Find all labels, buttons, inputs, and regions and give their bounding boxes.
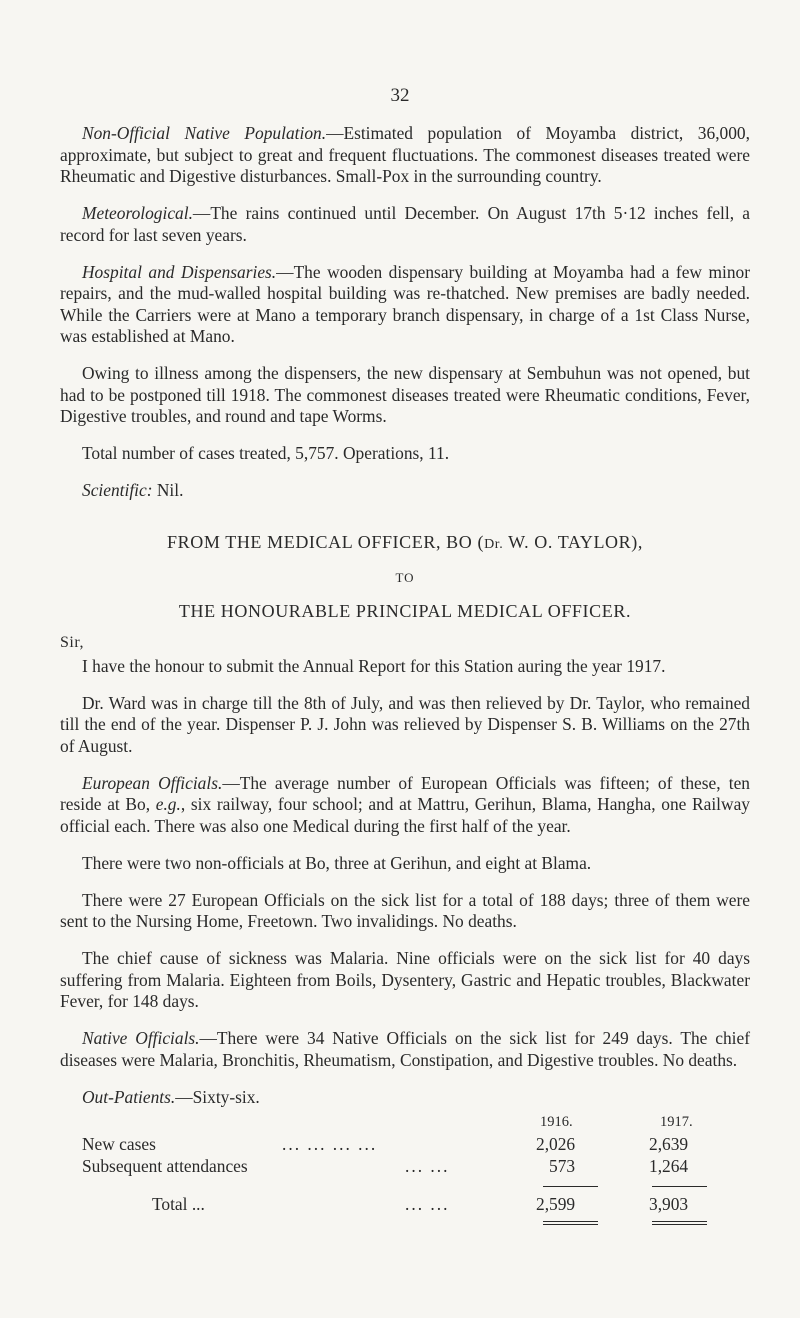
new-cases-1917: 2,639	[649, 1134, 689, 1154]
meteorological-heading: Meteorological.	[82, 203, 193, 223]
rule-1916-bottom-1	[543, 1221, 598, 1222]
year-1917-header: 1917.	[660, 1114, 693, 1130]
outpatients-text: —Sixty-six.	[175, 1086, 260, 1107]
intro-paragraph: I have the honour to submit the Annual Report for this Station auring the year 1917.	[82, 655, 666, 676]
report-from-heading	[60, 532, 750, 556]
non-official-paragraph	[60, 123, 750, 188]
rule-1917-top	[652, 1186, 707, 1187]
total-dots: ... ...	[405, 1194, 450, 1214]
page-body	[60, 123, 750, 1280]
european-heading: European Officials.	[82, 772, 223, 793]
hospital-heading: Hospital and Dispensaries.	[82, 261, 277, 282]
scientific-heading: Scientific:	[82, 480, 153, 500]
subsequent-1916: 573	[549, 1156, 576, 1176]
non-official-text: —Estimated population of Moyamba district, 36,000, approximate, but subject to great and frequent fluctuations. The commonest diseases treated were Rheumatic and Digestive disturbances. Small-Pox in the surrounding country.	[60, 123, 750, 186]
hospital-paragraph	[60, 262, 750, 348]
row-label-subsequent: Subsequent attendances	[82, 1156, 248, 1176]
subsequent-1917: 1,264	[649, 1156, 689, 1176]
native-text: —There were 34 Native Officials on the sick list for 249 days. The chief diseases were Malaria, Bronchitis, Rheumatism, Constipation, and Digestive troubles. No deaths.	[60, 1028, 750, 1070]
total-cases-paragraph: Total number of cases treated, 5,757. Operations, 11.	[82, 443, 450, 463]
european-text-a: —The average number of European Officials was fifteen; of these, ten reside at Bo,	[60, 772, 750, 814]
row-dots-new-cases: ... ... ... ...	[282, 1134, 378, 1154]
from-dr: Dr.	[484, 536, 504, 552]
scientific-text: Nil.	[152, 480, 184, 500]
staff-paragraph: Dr. Ward was in charge till the 8th of July, and was then relieved by Dr. Taylor, who remained till the end of the year. Dispenser P. J. John was relieved by Dispenser S. B. Williams on the 27th of August.	[60, 692, 750, 756]
european-eg: e.g.	[155, 794, 181, 814]
native-heading: Native Officials.	[82, 1028, 200, 1048]
native-officials-paragraph	[60, 1028, 750, 1071]
outpatients-paragraph	[60, 1087, 750, 1109]
outpatients-heading: Out-Patients.	[82, 1086, 176, 1107]
meteorological-paragraph	[60, 203, 750, 246]
total-1917: 3,903	[649, 1194, 689, 1214]
from-line-b: W. O. TAYLOR),	[503, 531, 643, 552]
european-text-b: , six railway, four school; and at Mattru, Gerihun, Blama, Hangha, one Railway official each. There was also one Medical during the first half of the year.	[60, 794, 750, 836]
row-label-new-cases: New cases	[82, 1134, 156, 1154]
total-label: Total ...	[152, 1194, 205, 1214]
rule-1916-bottom-2	[543, 1224, 598, 1225]
new-cases-1916: 2,026	[536, 1134, 576, 1154]
year-1916-header: 1916.	[540, 1114, 573, 1130]
dispensers-paragraph: Owing to illness among the dispensers, the new dispensary at Sembuhun was not opened, but had to be postponed till 1918. The commonest diseases treated were Rheumatic conditions, Fever, Digestive troubles, and round and tape Worms.	[60, 363, 750, 426]
total-1916: 2,599	[536, 1194, 576, 1214]
row-dots-subsequent: ... ...	[405, 1156, 450, 1176]
rule-1917-bottom-1	[652, 1221, 707, 1222]
hospital-text: —The wooden dispensary building at Moyamba had a few minor repairs, and the mud-walled hospital building was re-thatched. New premises are badly needed. While the Carriers were at Mano a temporary branch dispensary, in charge of a 1st Class Nurse, was established at Mano.	[60, 261, 751, 346]
outpatients-table	[60, 1110, 750, 1280]
sick-list-paragraph: There were 27 European Officials on the sick list for a total of 188 days; three of them were sent to the Nursing Home, Freetown. Two invalidings. No deaths.	[60, 889, 750, 931]
rule-1917-bottom-2	[652, 1224, 707, 1225]
page-number: 32	[390, 85, 410, 106]
scientific-paragraph	[60, 480, 750, 502]
from-line-a: FROM THE MEDICAL OFFICER, BO (	[167, 531, 485, 552]
non-officials-paragraph: There were two non-officials at Bo, three at Gerihun, and eight at Blama.	[82, 852, 592, 873]
non-official-heading: Non-Official Native Population.	[82, 123, 327, 143]
salutation: Sir,	[60, 634, 85, 651]
report-to-heading: THE HONOURABLE PRINCIPAL MEDICAL OFFICER.	[178, 600, 632, 621]
malaria-paragraph: The chief cause of sickness was Malaria. Nine officials were on the sick list for 40 days suffering from Malaria. Eighteen from Boils, Dysentery, Gastric and Hepatic troubles, Blackwater Fever, for 148 days.	[60, 948, 750, 1011]
report-to-word: TO	[395, 570, 415, 585]
rule-1916-top	[543, 1186, 598, 1187]
meteorological-text: —The rains continued until December. On August 17th 5·12 inches fell, a record for last seven years.	[60, 203, 750, 245]
european-paragraph	[60, 773, 750, 838]
